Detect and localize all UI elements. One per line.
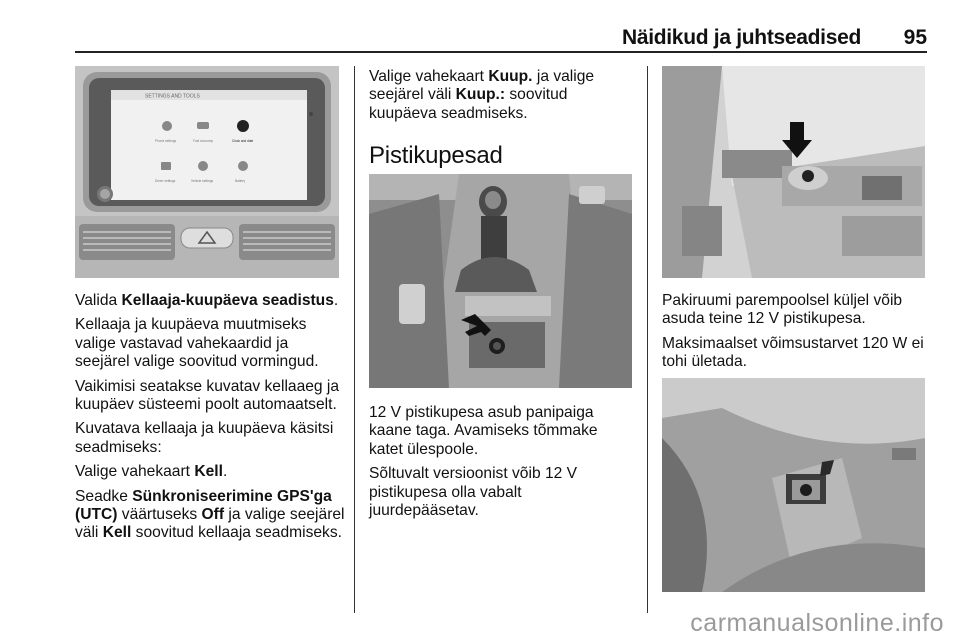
ui-term: Kell xyxy=(194,463,223,481)
ui-term: Kuup. xyxy=(488,68,533,85)
column-divider-2 xyxy=(647,66,648,613)
paragraph: Valige vahekaart Kell. xyxy=(75,463,228,481)
ui-term: Kuup.: xyxy=(455,86,506,104)
paragraph: Vaikimisi seatakse kuvatav kellaaeg ja kuupäev süsteemi poolt automaatselt. xyxy=(75,377,340,414)
tile-label-3: Clock and date xyxy=(232,139,254,143)
page-number: 95 xyxy=(903,26,927,49)
footwell-socket-photo xyxy=(662,378,925,592)
header-divider xyxy=(75,51,927,53)
page-header xyxy=(75,26,927,50)
console-socket-photo xyxy=(369,174,632,388)
paragraph: Valige vahekaart Kuup. ja valige seejärel väli Kuup.: soovitud kuupäeva seadmiseks. xyxy=(369,68,595,122)
ui-term: Sünkroniseerimine GPS'ga (UTC) xyxy=(75,487,332,524)
column-1-text xyxy=(75,292,345,549)
column-2-text-bottom xyxy=(369,404,631,526)
paragraph: Maksimaalset võimsustarvet 120 W ei tohi ületada. xyxy=(662,334,924,371)
section-heading: Pistikupesad xyxy=(369,142,503,169)
paragraph: Seadke Sünkroniseerimine GPS'ga (UTC) väärtuseks Off ja valige seejärel väli Kell soovitud kellaaja seadmiseks. xyxy=(75,487,345,542)
column-divider-1 xyxy=(354,66,355,613)
watermark: carmanualsonline.info xyxy=(690,609,944,637)
ui-term: Kell xyxy=(102,524,132,542)
screen-title: SETTINGS AND TOOLS xyxy=(145,93,200,100)
tile-label-4: Driver settings xyxy=(155,179,176,183)
column-2-text-top xyxy=(369,68,631,129)
paragraph: Kellaaja ja kuupäeva muutmiseks valige vastavad vahekaardid ja seejärel valige soovitud vormingud. xyxy=(75,316,319,371)
infotainment-screen-photo xyxy=(75,66,339,278)
paragraph: 12 V pistikupesa asub panipaiga kaane taga. Avamiseks tõmmake katet ülespoole. xyxy=(369,404,598,458)
paragraph: Pakiruumi parempoolsel küljel võib asuda teine 12 V pistikupesa. xyxy=(662,292,903,328)
page-title: Näidikud ja juhtseadised xyxy=(621,26,861,49)
ui-term: Off xyxy=(201,506,225,524)
tile-label-1: Phone settings xyxy=(155,139,177,143)
column-3-text xyxy=(662,292,927,378)
paragraph: Valida Kellaaja-kuupäeva seadistus. xyxy=(75,292,339,309)
tile-label-2: Fuel economy xyxy=(193,139,214,143)
paragraph: Sõltuvalt versioonist võib 12 V pistikupesa olla vabalt juurdepääsetav. xyxy=(369,465,578,520)
trunk-socket-photo xyxy=(662,66,925,278)
tile-label-5: Vehicle settings xyxy=(191,179,214,183)
ui-term: Kellaaja-kuupäeva seadistus xyxy=(121,292,334,309)
paragraph: Kuvatava kellaaja ja kuupäeva käsitsi seadmiseks: xyxy=(75,420,334,456)
tile-label-6: Battery xyxy=(235,179,246,183)
